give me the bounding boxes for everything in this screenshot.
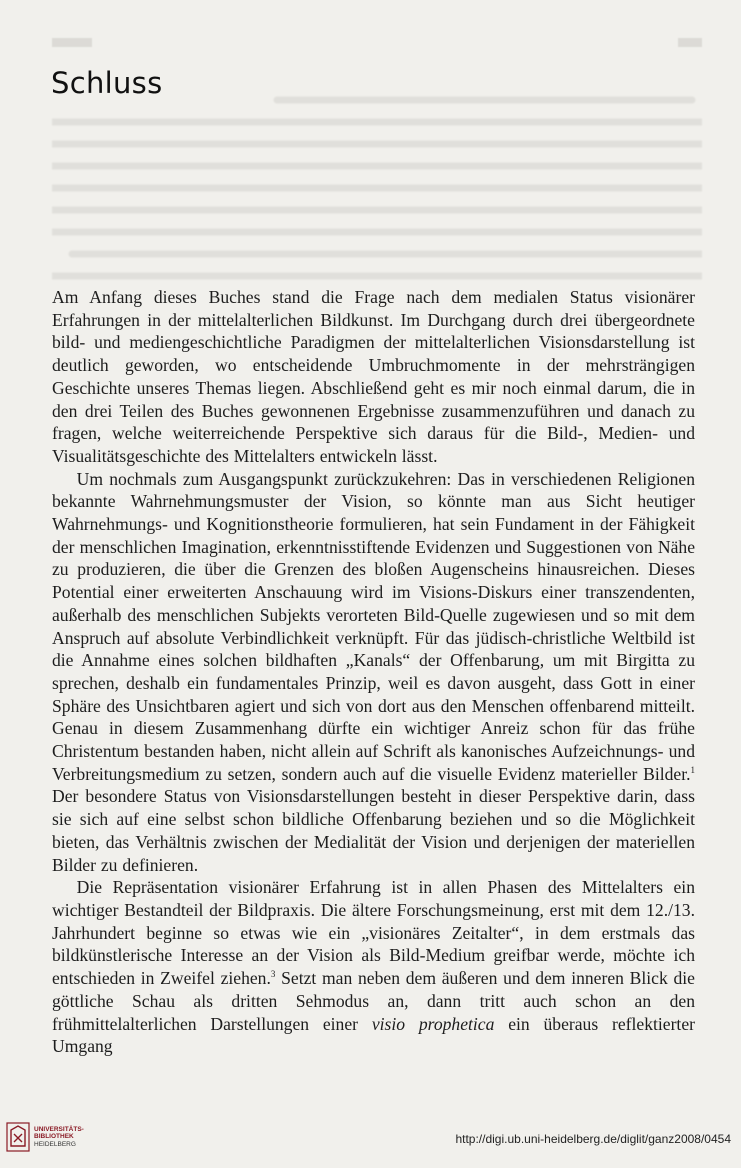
italic-term: visio prophetica (371, 1013, 495, 1034)
paragraph (52, 468, 695, 877)
page-title: Schluss (51, 66, 163, 100)
logo-line-1: UNIVERSITÄTS- (34, 1125, 84, 1133)
text-run: ein überaus reflektierter Umgang (52, 1013, 695, 1057)
footer (0, 1118, 741, 1158)
text-run: Der besondere Status von Visionsdarstellungen besteht in dieser Perspektive darin, dass sie sich auf eine selbst schon bildliche Offenbarung beziehen und so die Möglichkeit bieten, das Verhältnis zwischen der Medialität der Vision und derjenigen der materiellen Bilder zu definieren. (52, 786, 695, 875)
logo-line-3: HEIDELBERG (34, 1140, 76, 1148)
text-run: Die Repräsentation visionärer Erfahrung ist in allen Phasen des Mittelalters ein wichtiger Bestandteil der Bildpraxis. Die ältere Forschungsmeinung, erst mit dem 12./13. Jahrhundert beginne so etwas wie ein „visionäres Zeitalter“, in dem erstmals das bildkünstlerische Interesse an der Vision als Bild-Medium greifbar werde, möchte ich entschieden in Zweifel ziehen. (52, 877, 695, 989)
library-logo (6, 1122, 84, 1152)
text-run: Am Anfang dieses Buches stand die Frage nach dem medialen Status visionärer Erfahrungen in der mittelalterlichen Bildkunst. Im Durchgang durch drei übergeordnete bild- und mediengeschichtliche Paradigmen der mittelalterlichen Visionsdarstellung ist deutlich geworden, wo entscheidende Umbruchmomente in der mehrsträngigen Geschichte unseres Themas liegen. Abschließend geht es mir noch einmal darum, die in den drei Teilen des Buches gewonnenen Ergebnisse zusammenzuführen und danach zu fragen, welche weiterreichende Perspektive sich daraus für die Bild-, Medien- und Visualitätsgeschichte des Mittelalters entwickeln lässt. (52, 287, 695, 466)
bleedthrough-header (52, 38, 702, 47)
text-run: Setzt man neben dem äußeren und dem inneren Blick die göttliche Schau als dritten Sehmodus an, dann tritt auch schon an den frühmittelalterlichen Darstellungen einer (52, 968, 695, 1034)
logo-line-2: BIBLIOTHEK (34, 1133, 74, 1141)
footnote-ref: 1 (690, 764, 695, 775)
body-text (52, 286, 695, 1058)
paragraph (52, 286, 695, 468)
text-run: Um nochmals zum Ausgangspunkt zurückzukehren: Das in verschiedenen Religionen bekannte Wahrnehmungsmuster der Vision, so könnte man aus Sicht heutiger Wahrnehmungs- und Kognitionstheorie formulieren, hat sein Fundament in der Fähigkeit der menschlichen Imagination, erkenntnisstiftende Evidenzen und Suggestionen von Nähe zu produzieren, die über die Grenzen des bloßen Augenscheins hinausreichen. Dieses Potential einer erweiterten Anschauung wird im Visions-Diskurs einer transzendenten, außerhalb des menschlichen Subjekts verorteten Bild-Quelle zugewiesen und so mit dem Anspruch auf absolute Verbindlichkeit verknüpft. Für das jüdisch-christliche Weltbild ist die Annahme eines solchen bildhaften „Kanals“ der Offenbarung, um mit Birgitta zu sprechen, deshalb ein fundamentales Prinzip, weil es davon ausgeht, dass Gott in einer Sphäre des Unsichtbaren agiert und sich von dort aus den Menschen offenbarend mitteilt. Genau in diesem Zusammenhang dürfte ein wichtiger Anreiz schon für das frühe Christentum bestanden haben, nicht allein auf Schrift als kanonisches Aufzeichnungs- und Verbreitungsmedium zu setzen, sondern auch auf die visuelle Evidenz materieller Bilder. (52, 468, 695, 784)
footnote-ref: 3 (270, 969, 276, 980)
library-seal-icon (6, 1122, 30, 1152)
bleedthrough-lines (52, 92, 702, 292)
permalink-url[interactable]: http://digi.ub.uni-heidelberg.de/diglit/ganz2008/0454 (455, 1132, 731, 1146)
paragraph (52, 876, 695, 1058)
